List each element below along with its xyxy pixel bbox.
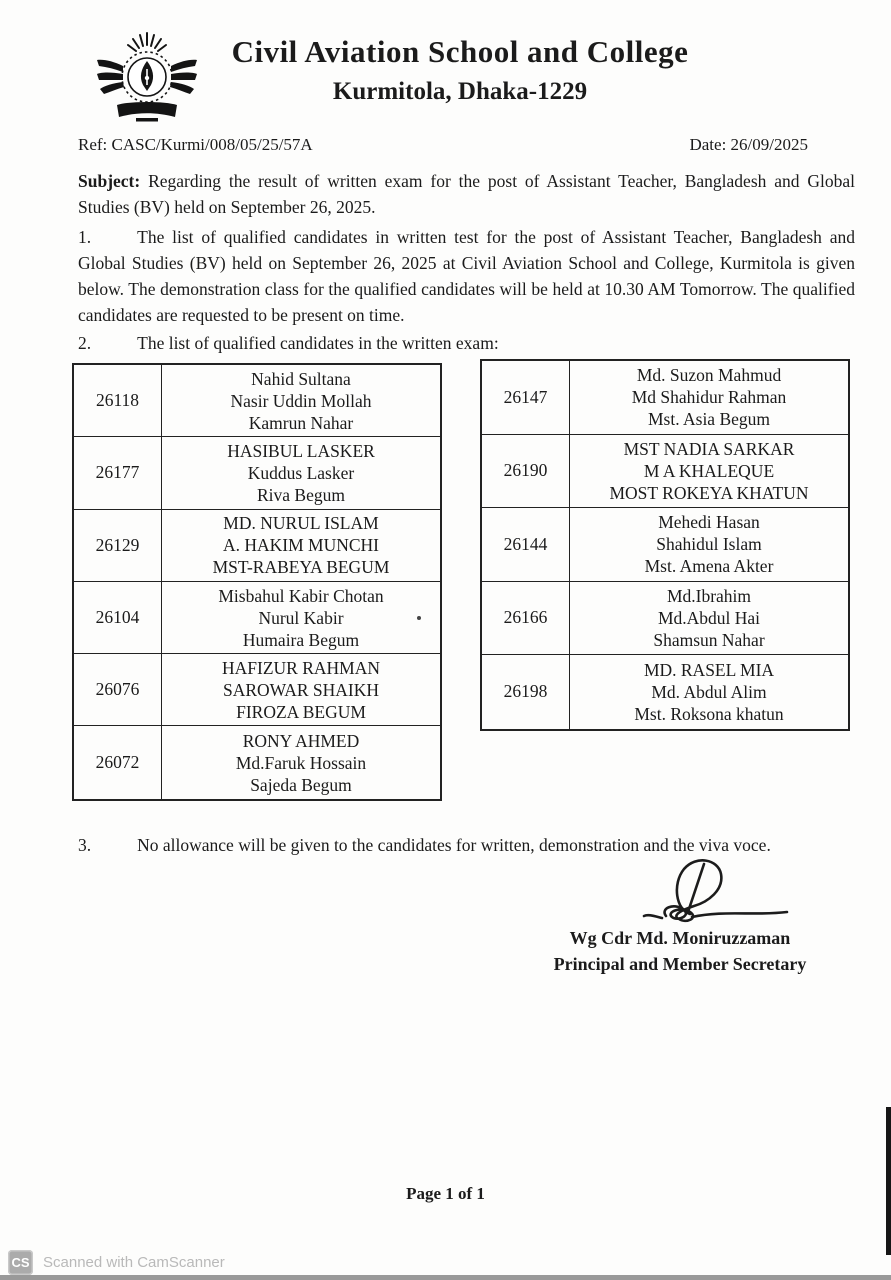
roll-number: 26147 xyxy=(482,361,570,434)
table-row xyxy=(74,726,440,798)
roll-number: 26118 xyxy=(74,365,162,436)
item-3-text: No allowance will be given to the candidates for written, demonstration and the viva voce. xyxy=(137,835,771,855)
table-row xyxy=(74,365,440,437)
paragraph-item-3 xyxy=(78,832,855,858)
letterhead xyxy=(180,34,740,106)
signatory-name: Wg Cdr Md. Moniruzzaman xyxy=(569,928,791,948)
candidate-names: Md.Ibrahim Md.Abdul Hai Shamsun Nahar xyxy=(653,585,765,650)
item-1-number: 1. xyxy=(78,227,92,247)
date-value: Date: 26/09/2025 xyxy=(689,135,808,154)
ref-number: Ref: CASC/Kurmi/008/05/25/57A xyxy=(78,135,313,154)
camscanner-bar xyxy=(8,1250,225,1275)
page-subtitle: Kurmitola, Dhaka-1229 xyxy=(332,78,588,105)
table-row xyxy=(482,582,848,656)
roll-number: 26166 xyxy=(482,582,570,655)
table-row xyxy=(482,655,848,729)
roll-number: 26190 xyxy=(482,435,570,508)
roll-number: 26144 xyxy=(482,508,570,581)
scan-dot-artifact xyxy=(417,616,421,620)
roll-number: 26072 xyxy=(74,726,162,798)
page-title: Civil Aviation School and College xyxy=(231,34,689,69)
candidate-names: RONY AHMED Md.Faruk Hossain Sajeda Begum xyxy=(235,730,367,795)
candidate-names: HAFIZUR RAHMAN SAROWAR SHAIKH FIROZA BEGUM xyxy=(222,657,380,722)
subject-line xyxy=(78,168,855,220)
candidate-names: Mehedi Hasan Shahidul Islam Mst. Amena Akter xyxy=(644,512,774,577)
roll-number: 26104 xyxy=(74,582,162,653)
item-3-number: 3. xyxy=(78,835,92,855)
table-row xyxy=(482,435,848,509)
paragraph-item-1 xyxy=(78,224,855,328)
signature-scribble-icon xyxy=(632,856,792,935)
scan-edge-right xyxy=(886,1107,891,1255)
signatory-block xyxy=(520,928,840,975)
item-1-text: The list of qualified candidates in written test for the post of Assistant Teacher, Bangladesh and Global Studies (BV) held on September 26, 2025 at Civil Aviation School and College, Kurmitola is given below. The demonstration class for the qualified candidates will be held at 10.30 AM Tomorrow. The qualified candidates are requested to be present on time. xyxy=(78,227,855,325)
roll-number: 26177 xyxy=(74,437,162,508)
candidate-names: Nahid Sultana Nasir Uddin Mollah Kamrun Nahar xyxy=(230,368,372,433)
ref-date-row xyxy=(78,135,808,155)
table-row xyxy=(74,654,440,726)
scan-edge-bottom xyxy=(0,1275,891,1280)
candidate-names: MD. NURUL ISLAM A. HAKIM MUNCHI MST-RABEYA BEGUM xyxy=(212,513,390,578)
roll-number: 26198 xyxy=(482,655,570,729)
camscanner-label: Scanned with CamScanner xyxy=(43,1254,225,1271)
subject-text: Regarding the result of written exam for the post of Assistant Teacher, Bangladesh and Global Studies (BV) held on September 26, 2025. xyxy=(78,171,855,217)
candidate-names: MD. RASEL MIA Md. Abdul Alim Mst. Roksona khatun xyxy=(634,659,784,724)
table-row xyxy=(74,582,440,654)
page-number: Page 1 of 1 xyxy=(406,1184,485,1203)
candidate-names: HASIBUL LASKER Kuddus Lasker Riva Begum xyxy=(227,440,375,505)
subject-label: Subject: xyxy=(78,171,141,191)
item-2-number: 2. xyxy=(78,333,92,353)
table-row xyxy=(74,437,440,509)
paragraph-item-2 xyxy=(78,330,855,356)
camscanner-icon: CS xyxy=(8,1250,33,1275)
item-2-text: The list of qualified candidates in the written exam: xyxy=(137,333,499,353)
candidates-table-right xyxy=(480,359,850,731)
roll-number: 26076 xyxy=(74,654,162,725)
signatory-title: Principal and Member Secretary xyxy=(553,954,807,974)
candidate-names: Misbahul Kabir Chotan Nurul Kabir Humaira Begum xyxy=(218,585,384,650)
table-row xyxy=(482,508,848,582)
candidate-names: MST NADIA SARKAR M A KHALEQUE MOST ROKEYA KHATUN xyxy=(609,438,809,503)
roll-number: 26129 xyxy=(74,510,162,581)
table-row xyxy=(482,361,848,435)
candidate-names: Md. Suzon Mahmud Md Shahidur Rahman Mst. Asia Begum xyxy=(631,365,787,430)
candidates-table-left xyxy=(72,363,442,801)
table-row xyxy=(74,510,440,582)
